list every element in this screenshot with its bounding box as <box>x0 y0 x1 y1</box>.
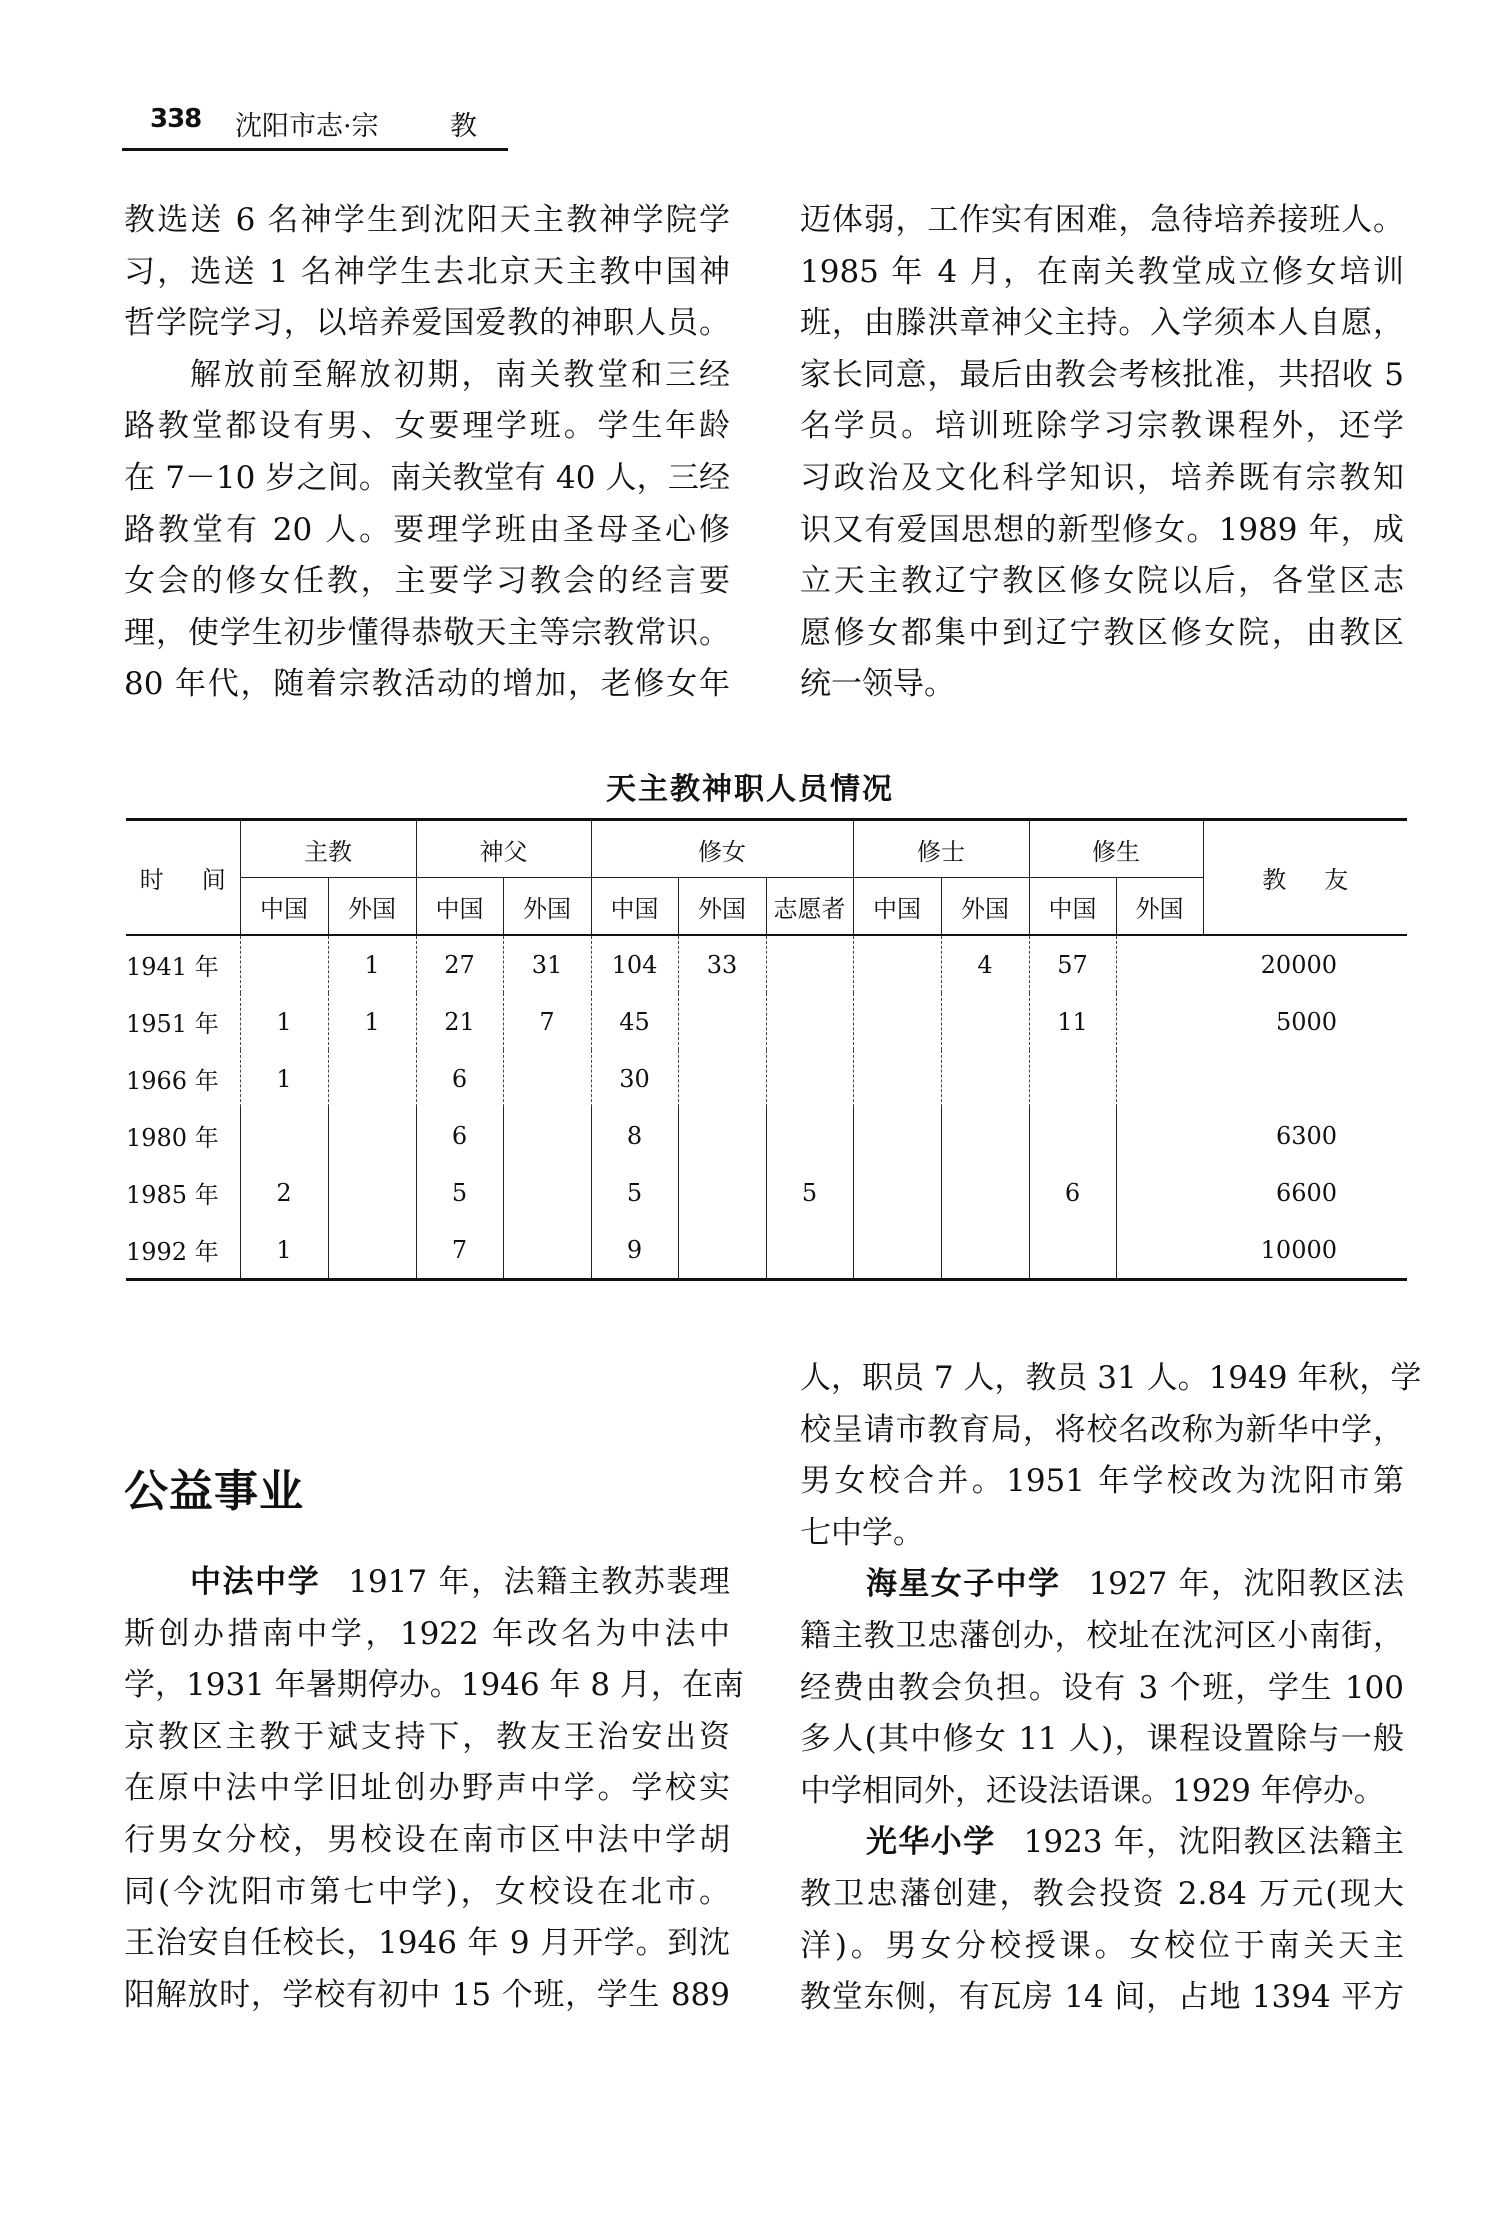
table-cell: 6 <box>416 1107 503 1164</box>
subheader: 中国 <box>416 878 503 936</box>
table-cell: 8 <box>591 1107 678 1164</box>
table-cell <box>503 1050 591 1107</box>
text-line: 人，职员 7 人，教员 31 人。1949 年秋，学 <box>800 1360 1422 1396</box>
table-cell: 1 <box>240 1221 328 1280</box>
time-column-header: 时 间 <box>139 866 226 894</box>
table-cell <box>328 1050 416 1107</box>
text-line: 哲学院学习，以培养爱国爱教的神职人员。 <box>124 305 730 342</box>
table-cell <box>853 1221 941 1280</box>
followers-cell: 5000 <box>1275 1007 1338 1036</box>
runin-title: 光华小学 <box>866 1824 996 1861</box>
year-cell: 1951 年 <box>126 1010 219 1038</box>
table-cell <box>328 1107 416 1164</box>
table-cell <box>240 935 328 993</box>
table-cell <box>328 1164 416 1221</box>
text-line: 识又有爱国思想的新型修女。1989 年，成 <box>800 511 1404 548</box>
table-cell: 31 <box>503 935 591 993</box>
text-line: 行男女分校，男校设在南市区中法中学胡 <box>124 1821 730 1858</box>
year-cell: 1966 年 <box>126 1067 219 1095</box>
subheader: 志愿者 <box>766 878 853 936</box>
text-line: 洋)。男女分校授课。女校位于南关天主 <box>800 1927 1404 1964</box>
text-line: 籍主教卫忠藩创办，校址在沈河区小南街， <box>800 1617 1404 1654</box>
table-cell: 2 <box>240 1164 328 1221</box>
table-cell: 11 <box>1029 993 1116 1050</box>
table-cell <box>941 993 1029 1050</box>
table-cell <box>1116 935 1203 993</box>
text-line: 教堂东侧，有瓦房 14 间，占地 1394 平方 <box>800 1979 1404 2016</box>
top-left-column <box>124 195 730 711</box>
text-line: 习政治及文化科学知识，培养既有宗教知 <box>800 459 1404 496</box>
followers-cell: 20000 <box>1260 950 1338 979</box>
table-cell <box>853 1050 941 1107</box>
section-heading: 公益事业 <box>124 1466 304 1517</box>
table-cell <box>678 1221 766 1280</box>
table-cell <box>941 1164 1029 1221</box>
text-line: 王治安自任校长，1946 年 9 月开学。到沈 <box>124 1925 730 1962</box>
table-cell <box>1029 1221 1116 1280</box>
table-row <box>126 993 1407 1050</box>
text-line: 路教堂有 20 人。要理学班由圣母圣心修 <box>124 511 730 548</box>
table-cell <box>853 935 941 993</box>
table-cell: 5 <box>766 1164 853 1221</box>
subheader: 中国 <box>1029 878 1116 936</box>
table-cell <box>766 1107 853 1164</box>
table-cell: 6 <box>416 1050 503 1107</box>
table-cell <box>1029 1050 1116 1107</box>
table-cell <box>1116 1221 1203 1280</box>
text-line: 解放前至解放初期，南关教堂和三经 <box>190 356 730 393</box>
group-header-brother: 修士 <box>853 820 1029 878</box>
text-line: 1985 年 4 月，在南关教堂成立修女培训 <box>800 253 1404 290</box>
table-cell: 45 <box>591 993 678 1050</box>
text-line: 统一领导。 <box>800 666 955 703</box>
group-header-seminarian: 修生 <box>1029 820 1203 878</box>
table-cell: 21 <box>416 993 503 1050</box>
text-line: 教选送 6 名神学生到沈阳天主教神学院学 <box>124 202 730 238</box>
table-cell <box>766 935 853 993</box>
table-row <box>126 1221 1407 1280</box>
text-line: 七中学。 <box>800 1514 924 1551</box>
text-line: 愿修女都集中到辽宁教区修女院，由教区 <box>800 614 1404 651</box>
table-cell <box>1116 1164 1203 1221</box>
text-line: 中法中学 1917 年，法籍主教苏裴理 <box>190 1564 730 1600</box>
table-cell: 1 <box>328 993 416 1050</box>
table-cell <box>1116 1107 1203 1164</box>
text-line: 学，1931 年暑期停办。1946 年 8 月，在南 <box>124 1667 744 1704</box>
table-cell <box>678 1050 766 1107</box>
text-line: 阳解放时，学校有初中 15 个班，学生 889 <box>124 1976 730 2013</box>
top-right-column <box>800 195 1404 711</box>
table-cell: 6 <box>1029 1164 1116 1221</box>
table-cell <box>503 1221 591 1280</box>
table-cell: 33 <box>678 935 766 993</box>
text-line: 班，由滕洪章神父主持。入学须本人自愿， <box>800 305 1404 342</box>
page-number: 338 <box>150 104 202 134</box>
subheader: 外国 <box>1116 878 1203 936</box>
text-line: 迈体弱，工作实有困难，急待培养接班人。 <box>800 202 1404 238</box>
table-row <box>126 935 1407 993</box>
text-line: 经费由教会负担。设有 3 个班，学生 100 <box>800 1669 1404 1706</box>
followers-cell: 10000 <box>1260 1235 1338 1264</box>
table-cell <box>853 1164 941 1221</box>
text-line: 斯创办措南中学，1922 年改名为中法中 <box>124 1615 730 1652</box>
table-cell: 104 <box>591 935 678 993</box>
book-title: 沈阳市志·宗 <box>235 111 379 142</box>
table-cell <box>678 1107 766 1164</box>
year-cell: 1992 年 <box>126 1238 219 1266</box>
table-cell <box>941 1221 1029 1280</box>
text-line: 京教区主教于斌支持下，教友王治安出资 <box>124 1718 730 1755</box>
table-cell <box>503 1164 591 1221</box>
year-cell: 1941 年 <box>126 953 219 981</box>
table-row <box>126 1050 1407 1107</box>
running-head <box>122 104 508 151</box>
text-line: 同(今沈阳市第七中学)，女校设在北市。 <box>124 1873 730 1910</box>
table-cell: 7 <box>416 1221 503 1280</box>
table-cell: 57 <box>1029 935 1116 993</box>
text-line: 校呈请市教育局，将校名改称为新华中学， <box>800 1411 1404 1448</box>
table-title: 天主教神职人员情况 <box>606 772 894 807</box>
text-line: 在 7－10 岁之间。南关教堂有 40 人，三经 <box>124 459 730 496</box>
table-cell <box>941 1050 1029 1107</box>
runin-title: 中法中学 <box>190 1564 321 1600</box>
followers-column-header: 教 友 <box>1203 820 1407 936</box>
table-cell <box>328 1221 416 1280</box>
table-cell <box>766 1221 853 1280</box>
subheader: 中国 <box>853 878 941 936</box>
text-line: 多人(其中修女 11 人)，课程设置除与一般 <box>800 1721 1404 1758</box>
text-line: 名学员。培训班除学习宗教课程外，还学 <box>800 408 1404 445</box>
bottom-right-column <box>800 1353 1422 2024</box>
text-line: 80 年代，随着宗教活动的增加，老修女年 <box>124 666 730 703</box>
table-cell <box>853 1107 941 1164</box>
table-cell <box>1116 993 1203 1050</box>
text-line: 路教堂都设有男、女要理学班。学生年龄 <box>124 408 730 445</box>
table-cell: 5 <box>416 1164 503 1221</box>
subheader: 中国 <box>240 878 328 936</box>
group-header-nun: 修女 <box>591 820 853 878</box>
table-row <box>126 1107 1407 1164</box>
group-header-priest: 神父 <box>416 820 591 878</box>
table-cell: 1 <box>240 1050 328 1107</box>
table-cell: 4 <box>941 935 1029 993</box>
text-line: 教卫忠藩创建，教会投资 2.84 万元(现大 <box>800 1875 1404 1912</box>
book-title-end: 教 <box>450 111 477 142</box>
subheader: 外国 <box>941 878 1029 936</box>
text-line: 中学相同外，还设法语课。1929 年停办。 <box>800 1772 1385 1809</box>
table-cell: 5 <box>591 1164 678 1221</box>
table-cell: 30 <box>591 1050 678 1107</box>
table-row <box>126 1164 1407 1221</box>
table-body <box>126 935 1407 1280</box>
table-cell: 1 <box>240 993 328 1050</box>
text-line: 习，选送 1 名神学生去北京天主教中国神 <box>124 253 730 290</box>
table-cell <box>766 1050 853 1107</box>
text-line: 海星女子中学 1927 年，沈阳教区法 <box>866 1566 1405 1603</box>
subheader: 中国 <box>591 878 678 936</box>
followers-cell: 6600 <box>1275 1178 1338 1207</box>
followers-cell: 6300 <box>1275 1121 1338 1150</box>
table-cell: 27 <box>416 935 503 993</box>
subheader: 外国 <box>328 878 416 936</box>
group-header-bishop: 主教 <box>240 820 416 878</box>
text-line: 立天主教辽宁教区修女院以后，各堂区志 <box>800 563 1404 600</box>
followers-cell <box>1203 1050 1407 1107</box>
text-line: 理，使学生初步懂得恭敬天主等宗教常识。 <box>124 614 730 651</box>
table-cell <box>678 993 766 1050</box>
table-cell <box>503 1107 591 1164</box>
table-cell <box>941 1107 1029 1164</box>
text-line: 家长同意，最后由教会考核批准，共招收 5 <box>800 356 1404 393</box>
table-cell: 7 <box>503 993 591 1050</box>
table-cell: 1 <box>328 935 416 993</box>
table-cell <box>678 1164 766 1221</box>
table-cell <box>240 1107 328 1164</box>
clergy-statistics-table <box>126 818 1407 1281</box>
runin-title: 海星女子中学 <box>866 1566 1061 1603</box>
text-line: 在原中法中学旧址创办野声中学。学校实 <box>124 1770 730 1807</box>
text-line: 男女校合并。1951 年学校改为沈阳市第 <box>800 1463 1404 1500</box>
year-cell: 1980 年 <box>126 1124 219 1152</box>
text-line: 女会的修女任教，主要学习教会的经言要 <box>124 563 730 600</box>
table-cell <box>766 993 853 1050</box>
table-cell <box>1029 1107 1116 1164</box>
table-cell <box>1116 1050 1203 1107</box>
text-line: 光华小学 1923 年，沈阳教区法籍主 <box>866 1824 1405 1861</box>
table-cell <box>853 993 941 1050</box>
year-cell: 1985 年 <box>126 1181 219 1209</box>
table-cell: 9 <box>591 1221 678 1280</box>
bottom-left-column <box>124 1557 744 2021</box>
subheader: 外国 <box>503 878 591 936</box>
subheader: 外国 <box>678 878 766 936</box>
